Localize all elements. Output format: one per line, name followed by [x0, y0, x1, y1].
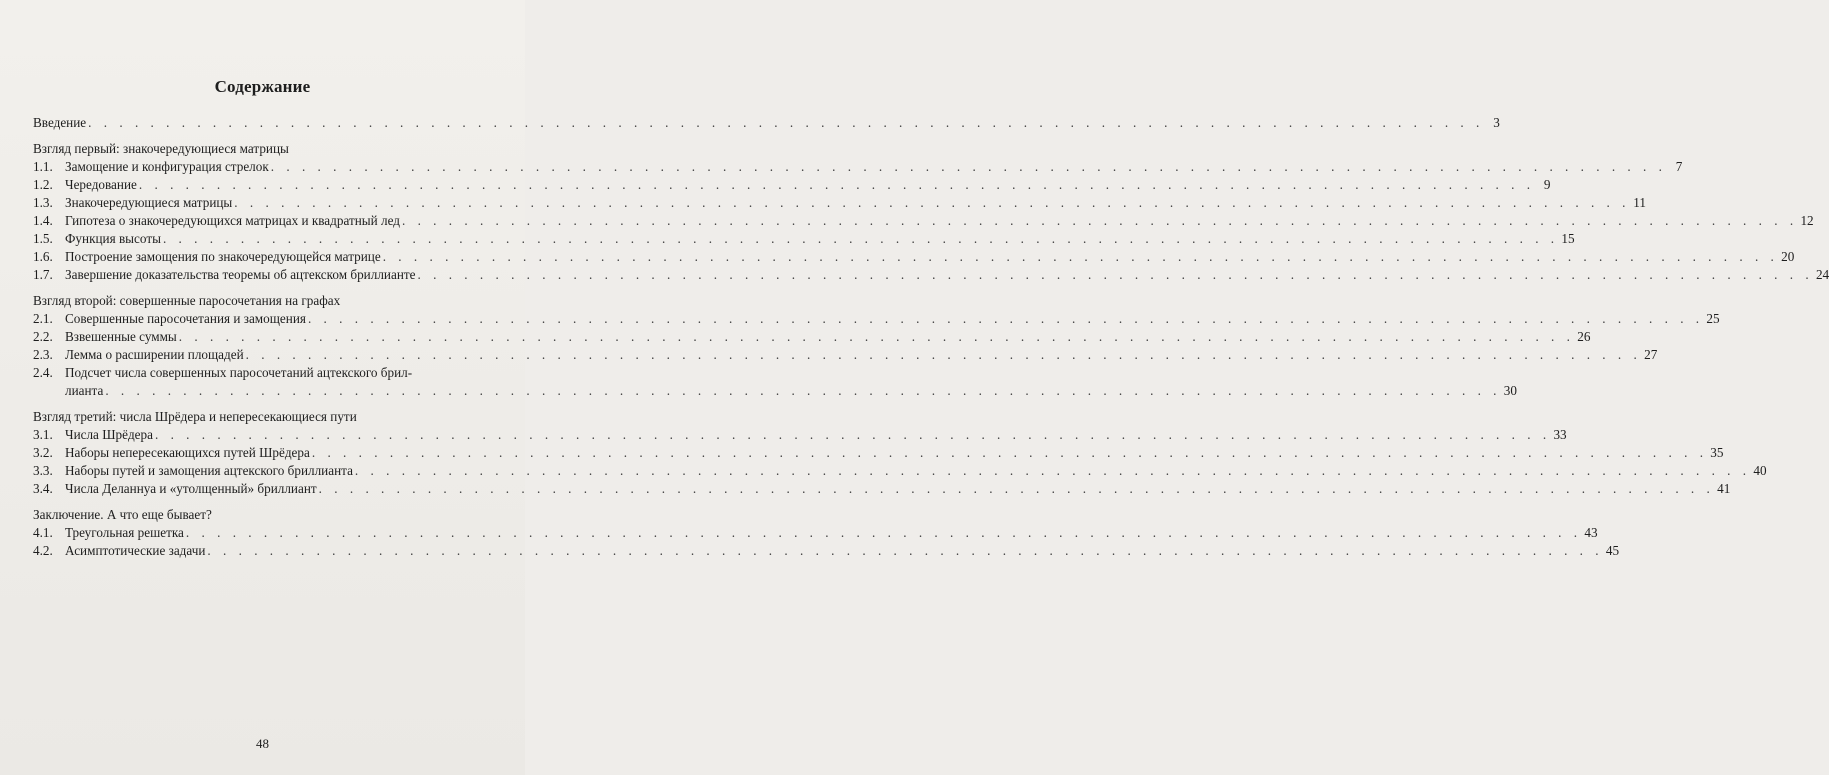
- toc-entry: [33, 176, 1551, 194]
- toc-entry-number: 1.6.: [33, 249, 53, 264]
- toc-entry-page: 30: [1503, 383, 1517, 398]
- toc-entry-number: 3.3.: [33, 463, 53, 478]
- toc-entry-page: 26: [1577, 329, 1591, 344]
- toc-entry-number: 1.1.: [33, 159, 53, 174]
- toc-entry-text: Треугольная решетка: [65, 525, 184, 540]
- dot-leader: [177, 328, 1577, 346]
- toc-entry-number: 1.7.: [33, 267, 53, 282]
- toc-entry-text: Числа Деланнуа и «утолщенный» бриллиант: [65, 481, 317, 496]
- toc-entry-number: 2.2.: [33, 329, 53, 344]
- toc-entry-text: Подсчет числа совершенных паросочетаний ацтекского брил-: [65, 365, 413, 380]
- toc-entry-number: 1.5.: [33, 231, 53, 246]
- toc-entry-text: Числа Шрёдера: [65, 427, 153, 442]
- toc-entry: [33, 230, 1575, 248]
- toc-part-2: [33, 292, 1720, 400]
- toc-entry-number: 3.2.: [33, 445, 53, 460]
- toc-entry-page: 12: [1800, 213, 1814, 228]
- dot-leader: [205, 542, 1605, 560]
- toc-entry-page: 7: [1675, 159, 1683, 174]
- toc-entry: [33, 480, 1731, 498]
- toc-entry-text: Функция высоты: [65, 231, 161, 246]
- toc-entry-number: 3.4.: [33, 481, 53, 496]
- toc-entry-page: 33: [1553, 427, 1567, 442]
- toc-entry-page: 24: [1815, 267, 1829, 282]
- dot-leader: [317, 480, 1717, 498]
- toc-entry-page: 20: [1781, 249, 1795, 264]
- toc-entry-number: 1.3.: [33, 195, 53, 210]
- dot-leader: [310, 444, 1710, 462]
- toc-entry-text: Завершение доказательства теоремы об ацтекском бриллианте: [65, 267, 416, 282]
- part-heading: Взгляд первый: знакочередующиеся матрицы: [33, 141, 289, 156]
- toc-entry-page: 15: [1561, 231, 1575, 246]
- dot-leader: [232, 194, 1632, 212]
- toc-entry-continuation: [33, 382, 1517, 400]
- toc-entry: [33, 426, 1567, 444]
- toc-entry-intro: [33, 114, 1500, 132]
- page-title: Содержание: [214, 77, 311, 96]
- toc-entry-page: 41: [1717, 481, 1731, 496]
- toc-entry-text: Построение замощения по знакочередующейся матрице: [65, 249, 381, 264]
- dot-leader: [244, 346, 1644, 364]
- toc-entry-number: 4.2.: [33, 543, 53, 558]
- toc-entry-text: лианта: [65, 383, 104, 398]
- toc-entry-text: Знакочередующиеся матрицы: [65, 195, 233, 210]
- toc-entry-page: 45: [1605, 543, 1620, 558]
- toc-entry-text: Наборы путей и замощения ацтекского бриллианта: [65, 463, 353, 478]
- toc-entry-number: 2.4.: [33, 365, 53, 380]
- toc-entry: [33, 266, 1829, 284]
- dot-leader: [153, 426, 1553, 444]
- toc-entry: [33, 310, 1720, 328]
- toc-entry-page: 11: [1633, 195, 1646, 210]
- toc-entry-number: 1.4.: [33, 213, 53, 228]
- dot-leader: [86, 114, 1486, 132]
- dot-leader: [161, 230, 1561, 248]
- toc-entry-text: Лемма о расширении площадей: [65, 347, 244, 362]
- toc-entry-number: 4.1.: [33, 525, 53, 540]
- part-heading: Взгляд третий: числа Шрёдера и непересекающиеся пути: [33, 409, 357, 424]
- toc-entry-page: 25: [1706, 311, 1720, 326]
- toc-part-4: [33, 506, 1620, 560]
- toc-entry: [33, 524, 1598, 542]
- dot-leader: [306, 310, 1706, 328]
- dot-leader: [381, 248, 1781, 266]
- dot-leader: [353, 462, 1753, 480]
- dot-leader: [416, 266, 1816, 284]
- part-heading: Взгляд второй: совершенные паросочетания на графах: [33, 293, 341, 308]
- toc-entry-number: 2.3.: [33, 347, 53, 362]
- toc-entry: [33, 462, 1767, 480]
- toc-entry-text: Введение: [33, 115, 87, 130]
- toc-entry: [33, 444, 1724, 462]
- toc-entry-page: 3: [1493, 115, 1500, 130]
- toc-entry-page: 43: [1584, 525, 1598, 540]
- page-number: 48: [256, 736, 269, 751]
- toc-entry-page: 35: [1710, 445, 1724, 460]
- toc-entry-number: 1.2.: [33, 177, 53, 192]
- toc-part-1: [33, 140, 1829, 284]
- toc-entry: [33, 346, 1658, 364]
- part-heading: Заключение. А что еще бывает?: [33, 507, 212, 522]
- toc-entry: [33, 328, 1591, 346]
- toc-part-3: [33, 408, 1767, 498]
- toc-entry: [33, 158, 1683, 176]
- dot-leader: [184, 524, 1584, 542]
- toc-entry-page: 40: [1753, 463, 1767, 478]
- dot-leader: [269, 158, 1669, 176]
- toc-entry-text: Чередование: [65, 177, 137, 192]
- toc-entry-text: Наборы непересекающихся путей Шрёдера: [65, 445, 310, 460]
- toc-entry-page: 9: [1543, 177, 1551, 192]
- dot-leader: [137, 176, 1537, 194]
- toc-entry-number: 2.1.: [33, 311, 53, 326]
- toc-entry: [33, 364, 494, 382]
- toc-entry-text: Совершенные паросочетания и замощения: [65, 311, 306, 326]
- dot-leader: [400, 212, 1800, 230]
- toc-entry-text: Асимптотические задачи: [65, 543, 206, 558]
- toc-entry-text: Взвешенные суммы: [65, 329, 177, 344]
- toc-entry-text: Гипотеза о знакочередующихся матрицах и квадратный лед: [65, 213, 400, 228]
- toc-entry: [33, 248, 1795, 266]
- table-of-contents: [33, 114, 1829, 560]
- toc-entry-number: 3.1.: [33, 427, 53, 442]
- toc-entry: [33, 194, 1646, 212]
- toc-entry-page: 27: [1644, 347, 1658, 362]
- toc-entry-text: Замощение и конфигурация стрелок: [65, 159, 269, 174]
- toc-entry: [33, 212, 1814, 230]
- toc-entry: [33, 542, 1620, 560]
- dot-leader: [103, 382, 1503, 400]
